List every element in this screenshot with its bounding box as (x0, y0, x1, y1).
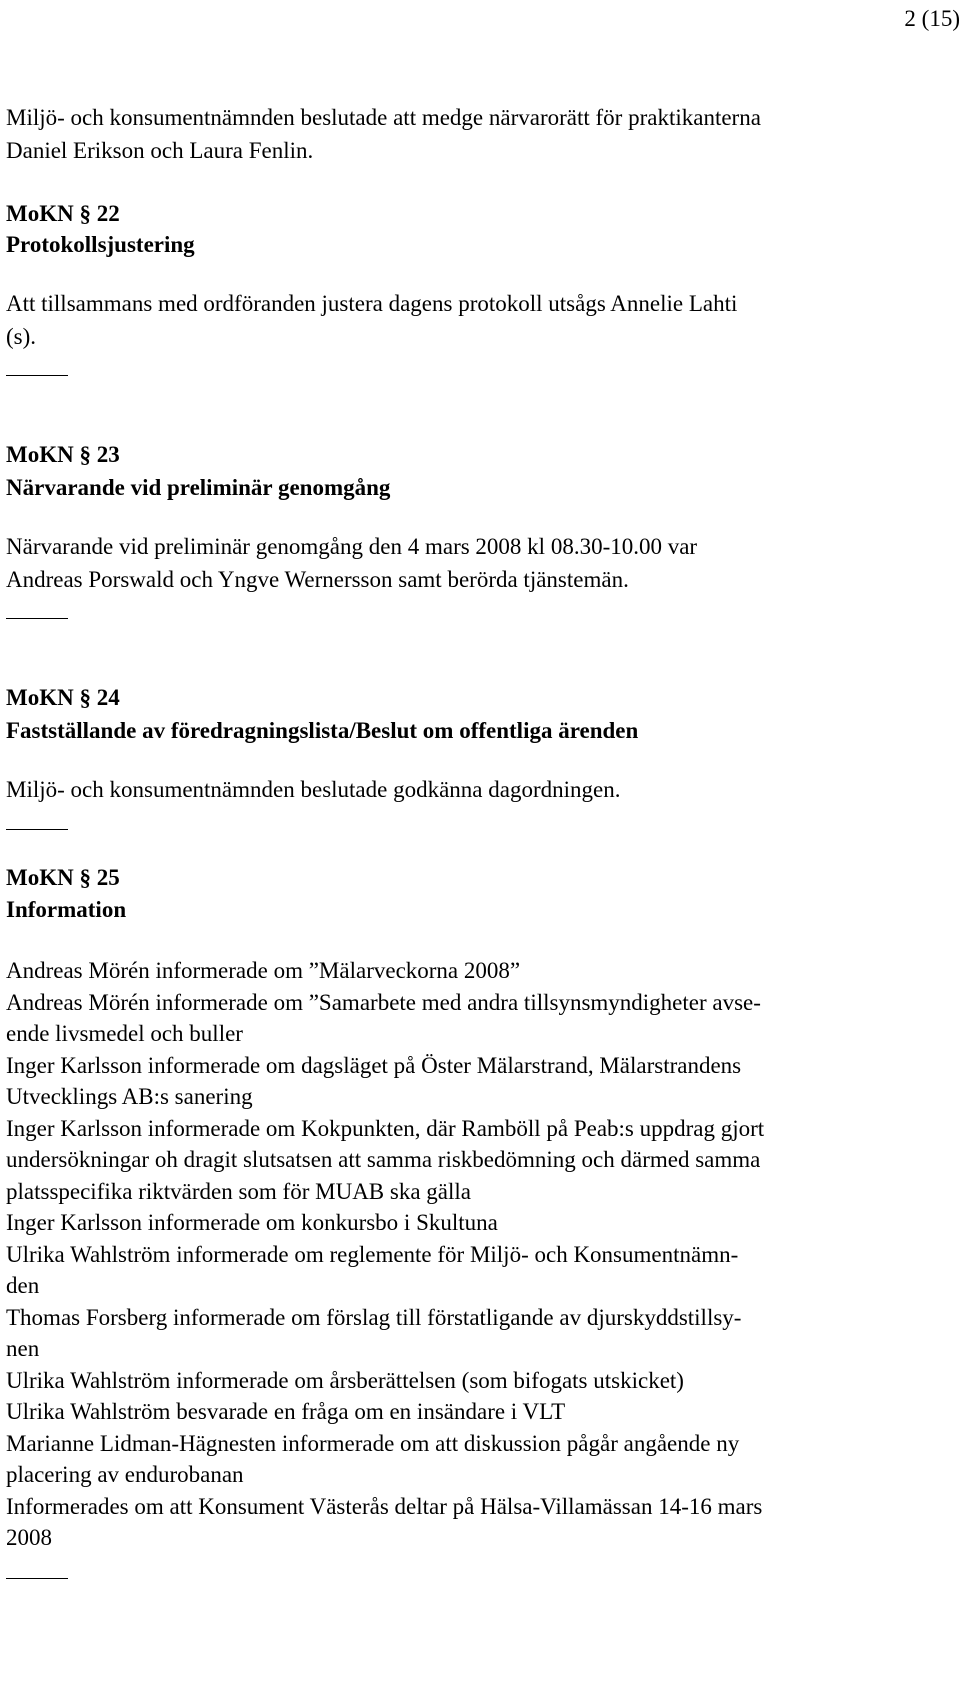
section-divider (6, 618, 68, 619)
section-25-line: Ulrika Wahlström informerade om årsberättelsen (som bifogats utskicket) (6, 1368, 684, 1393)
section-25-line: 2008 (6, 1525, 52, 1550)
section-25-line: Ulrika Wahlström besvarade en fråga om en insändare i VLT (6, 1399, 566, 1424)
section-24-heading: MoKN § 24 (6, 685, 120, 710)
section-22-title: Protokollsjustering (6, 232, 195, 257)
section-25-line: Inger Karlsson informerade om Kokpunkten, där Ramböll på Peab:s uppdrag gjort (6, 1116, 765, 1141)
section-25-line: Ulrika Wahlström informerade om reglemente för Miljö- och Konsumentnämn- (6, 1242, 739, 1267)
section-25-line: Informerades om att Konsument Västerås deltar på Hälsa-Villamässan 14-16 mars (6, 1494, 763, 1519)
section-25-line: nen (6, 1336, 40, 1361)
intro-line-1: Miljö- och konsumentnämnden beslutade att medge närvarorätt för praktikanterna (6, 105, 761, 130)
section-divider (6, 829, 68, 830)
page-number: 2 (15) (904, 6, 960, 31)
section-25-line: platsspecifika riktvärden som för MUAB ska gälla (6, 1179, 471, 1204)
section-25-line: Inger Karlsson informerade om konkursbo i Skultuna (6, 1210, 498, 1235)
section-25-line: undersökningar oh dragit slutsatsen att samma riskbedömning och därmed samma (6, 1147, 761, 1172)
section-23-heading: MoKN § 23 (6, 442, 120, 467)
section-25-heading: MoKN § 25 (6, 865, 120, 890)
section-25-title: Information (6, 897, 127, 922)
section-25-line: Marianne Lidman-Hägnesten informerade om att diskussion pågår angående ny (6, 1431, 740, 1456)
section-25-line: placering av endurobanan (6, 1462, 244, 1487)
section-22-line-2: (s). (6, 324, 37, 349)
section-23-line-1: Närvarande vid preliminär genomgång den 4 mars 2008 kl 08.30-10.00 var (6, 534, 698, 559)
section-25-line: Utvecklings AB:s sanering (6, 1084, 253, 1109)
section-24-line-1: Miljö- och konsumentnämnden beslutade godkänna dagordningen. (6, 777, 621, 802)
section-25-line: Andreas Mörén informerade om ”Samarbete med andra tillsynsmyndigheter avse- (6, 990, 761, 1015)
section-23-title: Närvarande vid preliminär genomgång (6, 475, 391, 500)
section-divider (6, 375, 68, 376)
section-25-line: Thomas Forsberg informerade om förslag till förstatligande av djurskyddstillsy- (6, 1305, 742, 1330)
section-22-heading: MoKN § 22 (6, 201, 120, 226)
intro-line-2: Daniel Erikson och Laura Fenlin. (6, 138, 314, 163)
section-24-title: Fastställande av föredragningslista/Beslut om offentliga ärenden (6, 718, 639, 743)
section-22-line-1: Att tillsammans med ordföranden justera dagens protokoll utsågs Annelie Lahti (6, 291, 738, 316)
section-divider (6, 1578, 68, 1579)
section-25-line: ende livsmedel och buller (6, 1021, 243, 1046)
section-25-line: Inger Karlsson informerade om dagsläget på Öster Mälarstrand, Mälarstrandens (6, 1053, 742, 1078)
section-25-line: den (6, 1273, 40, 1298)
section-23-line-2: Andreas Porswald och Yngve Wernersson samt berörda tjänstemän. (6, 567, 629, 592)
section-25-line: Andreas Mörén informerade om ”Mälarveckorna 2008” (6, 958, 521, 983)
